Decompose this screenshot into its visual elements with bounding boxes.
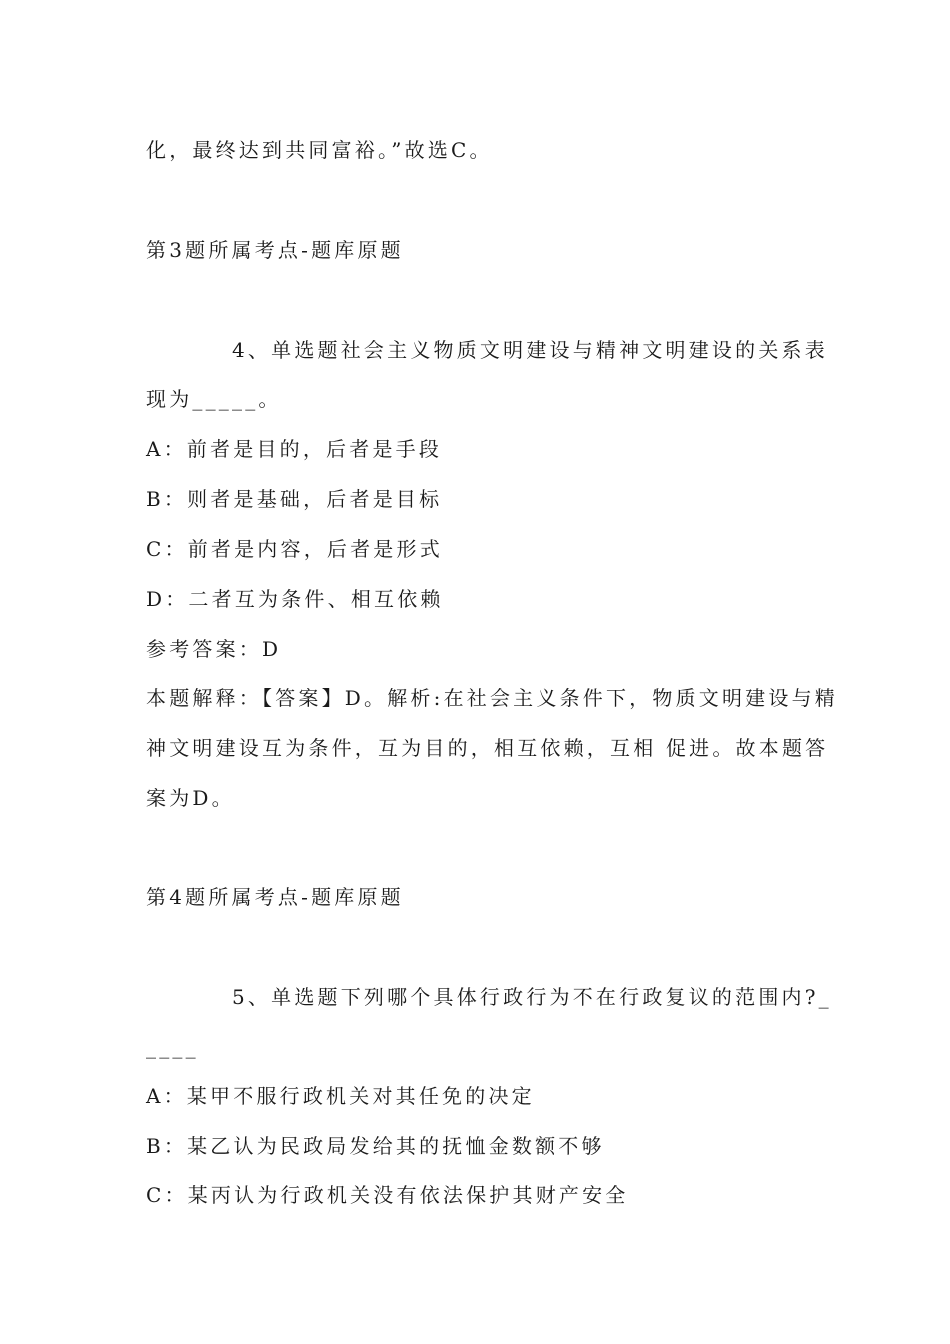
q4-option-a: A：前者是目的，后者是手段 — [146, 437, 443, 461]
prev-explanation-end: 化，最终达到共同富裕。”故选C。 — [146, 138, 493, 162]
q5-option-b: B：某乙认为民政局发给其的抚恤金数额不够 — [146, 1134, 605, 1158]
q3-topic-label: 第3题所属考点-题库原题 — [146, 238, 404, 262]
q4-stem-cont: 现为_____。 — [146, 387, 282, 411]
q5-stem: 5、单选题下列哪个具体行政行为不在行政复议的范围内?_ — [232, 985, 832, 1009]
q4-explanation: 本题解释：【答案】D。解析:在社会主义条件下，物质文明建设与精 — [146, 686, 838, 710]
q4-explanation-cont: 神文明建设互为条件，互为目的，相互依赖，互相 促进。故本题答 — [146, 736, 829, 760]
q5-stem-cont: ____ — [146, 1035, 199, 1059]
q4-option-d: D：二者互为条件、相互依赖 — [146, 587, 444, 611]
q5-option-c: C：某丙认为行政机关没有依法保护其财产安全 — [146, 1183, 629, 1207]
q4-topic-label: 第4题所属考点-题库原题 — [146, 885, 404, 909]
q4-option-b: B：则者是基础，后者是目标 — [146, 487, 443, 511]
q4-option-c: C：前者是内容，后者是形式 — [146, 537, 443, 561]
q4-answer: 参考答案：D — [146, 637, 282, 661]
q5-option-a: A：某甲不服行政机关对其任免的决定 — [146, 1084, 535, 1108]
q4-explanation-end: 案为D。 — [146, 786, 235, 810]
q4-stem: 4、单选题社会主义物质文明建设与精神文明建设的关系表 — [232, 338, 828, 362]
